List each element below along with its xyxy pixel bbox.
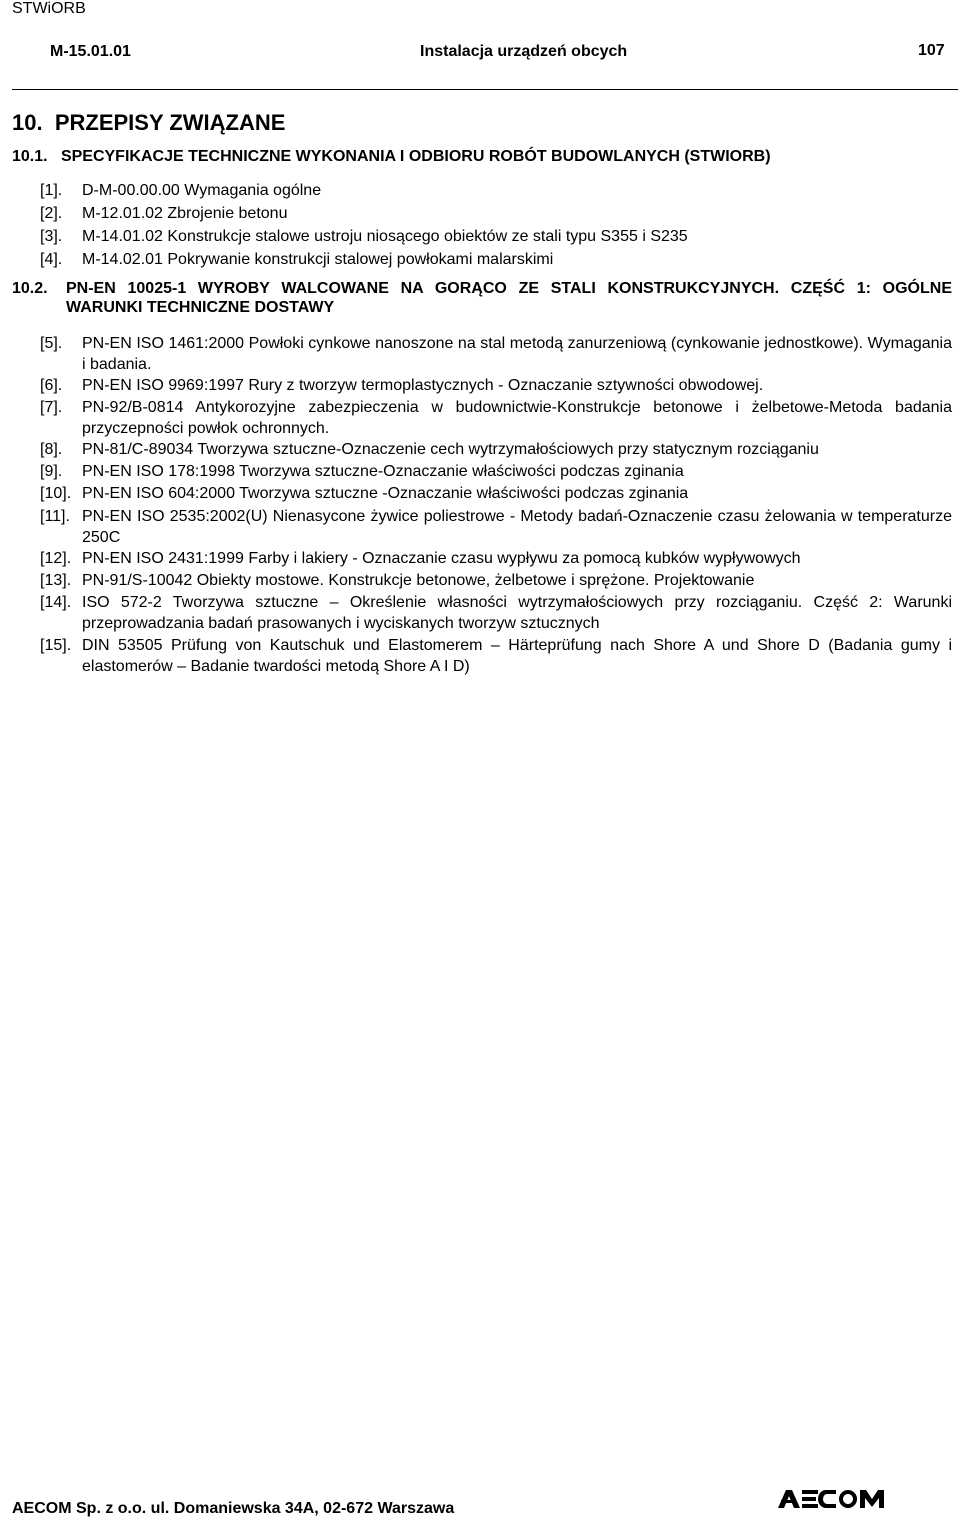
page-number: 107	[918, 42, 945, 59]
reference-item	[40, 249, 952, 271]
subsection-1-title: SPECYFIKACJE TECHNICZNE WYKONANIA I ODBIORU ROBÓT BUDOWLANYCH (STWIORB)	[60, 148, 771, 165]
reference-number: [7].	[40, 399, 63, 416]
document-title: Instalacja urządzeń obcych	[420, 43, 628, 60]
reference-text: ISO 572-2 Tworzywa sztuczne – Określenie własności wytrzymałościowych przy rozciąganiu. Część 2: Warunki przeprowadzania badań prasowanych i wyciskanych tworzyw sztucznych	[82, 594, 952, 632]
reference-text: PN-EN ISO 2535:2002(U) Nienasycone żywice poliestrowe - Metody badań-Oznaczenie czasu żelowania w temperaturze 250C	[82, 508, 952, 546]
reference-text: PN-EN ISO 604:2000 Tworzywa sztuczne -Oznaczanie właściwości podczas zginania	[82, 485, 689, 502]
reference-number: [14].	[40, 594, 72, 611]
reference-number: [2].	[40, 205, 63, 222]
aecom-logo	[778, 1488, 886, 1512]
reference-text: PN-EN ISO 2431:1999 Farby i lakiery - Oznaczanie czasu wypływu za pomocą kubków wypływowych	[82, 550, 801, 567]
reference-item	[40, 203, 952, 225]
reference-text: PN-EN ISO 178:1998 Tworzywa sztuczne-Oznaczanie właściwości podczas zginania	[82, 463, 684, 480]
reference-item	[40, 635, 952, 677]
reference-number: [4].	[40, 251, 63, 268]
reference-item	[40, 548, 952, 569]
reference-item	[40, 506, 952, 548]
reference-number: [10].	[40, 485, 72, 502]
reference-number: [15].	[40, 637, 72, 654]
subsection-2-heading	[12, 279, 952, 317]
reference-number: [13].	[40, 572, 72, 589]
subsection-1-heading	[12, 148, 771, 166]
reference-item	[40, 397, 952, 439]
subsection-2-title: PN-EN 10025-1 WYROBY WALCOWANE NA GORĄCO ZE STALI KONSTRUKCYJNYCH. CZĘŚĆ 1: OGÓLNE WARUNKI TECHNICZNE DOSTAWY	[66, 280, 952, 316]
spec-code: M-15.01.01	[50, 43, 131, 60]
reference-text: DIN 53505 Prüfung von Kautschuk und Elastomerem – Härteprüfung nach Shore A und Shore D (Badania gumy i elastomerów – Badanie twardości metodą Shore A I D)	[82, 637, 952, 675]
subsection-1-number: 10.1.	[12, 148, 48, 165]
reference-text: M-12.01.02 Zbrojenie betonu	[82, 205, 288, 222]
reference-text: M-14.01.02 Konstrukcje stalowe ustroju niosącego obiektów ze stali typu S355 i S235	[82, 228, 688, 245]
reference-item	[40, 592, 952, 634]
section-heading	[12, 110, 285, 136]
reference-text: PN-92/B-0814 Antykorozyjne zabezpieczenia w budownictwie-Konstrukcje betonowe i żelbetowe-Metoda badania przyczepności powłok ochronnych.	[82, 399, 952, 437]
reference-item	[40, 483, 952, 504]
reference-text: PN-81/C-89034 Tworzywa sztuczne-Oznaczenie cech wytrzymałościowych przy statycznym rozciąganiu	[82, 441, 819, 458]
reference-number: [9].	[40, 463, 63, 480]
section-number: 10.	[12, 110, 43, 135]
reference-item	[40, 333, 952, 375]
reference-number: [11].	[40, 508, 70, 525]
reference-number: [3].	[40, 228, 63, 245]
reference-text: D-M-00.00.00 Wymagania ogólne	[82, 182, 322, 199]
reference-item	[40, 439, 952, 460]
reference-item	[40, 180, 952, 202]
section-title: PRZEPISY ZWIĄZANE	[54, 110, 286, 135]
reference-item	[40, 461, 952, 482]
reference-item	[40, 375, 952, 396]
header-divider	[12, 89, 958, 90]
footer-address: AECOM Sp. z o.o. ul. Domaniewska 34A, 02-672 Warszawa	[12, 1500, 455, 1517]
reference-text: PN-EN ISO 1461:2000 Powłoki cynkowe nanoszone na stal metodą zanurzeniową (cynkowanie jednostkowe). Wymagania i badania.	[82, 335, 952, 373]
reference-item	[40, 570, 952, 591]
reference-number: [12].	[40, 550, 72, 567]
brand-label: STWiORB	[12, 0, 86, 17]
reference-text: PN-91/S-10042 Obiekty mostowe. Konstrukcje betonowe, żelbetowe i sprężone. Projektowanie	[82, 572, 755, 589]
reference-text: PN-EN ISO 9969:1997 Rury z tworzyw termoplastycznych - Oznaczanie sztywności obwodowej.	[82, 377, 764, 394]
reference-number: [1].	[40, 182, 63, 199]
reference-number: [5].	[40, 335, 63, 352]
reference-number: [6].	[40, 377, 63, 394]
reference-number: [8].	[40, 441, 63, 458]
subsection-2-number: 10.2.	[12, 280, 48, 297]
reference-item	[40, 226, 952, 248]
reference-text: M-14.02.01 Pokrywanie konstrukcji stalowej powłokami malarskimi	[82, 251, 554, 268]
